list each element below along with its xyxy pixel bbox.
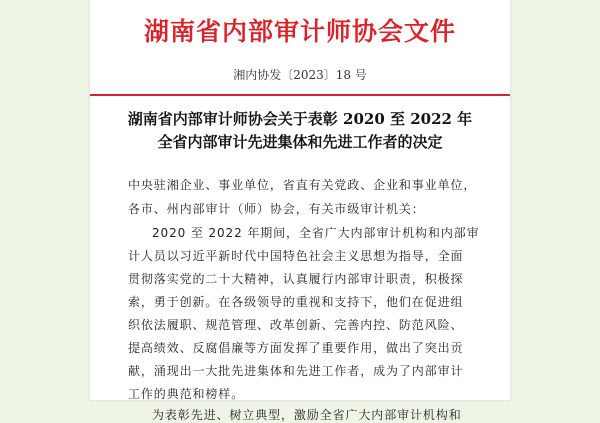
body-line: 献，涌现出一大批先进集体和先进工作者，成为了内部审计 bbox=[128, 364, 464, 378]
body-line: 工作的典范和榜样。 bbox=[128, 387, 245, 401]
body-line: 索，勇于创新。在各级领导的重视和支持下，他们在促进组 bbox=[128, 295, 464, 309]
document-number: 湘内协发〔2023〕18 号 bbox=[233, 68, 367, 82]
document-title-line-2: 全省内部审计先进集体和先进工作者的决定 bbox=[157, 133, 443, 151]
body-line: 贯彻落实党的二十大精神，认真履行内部审计职责，积极探 bbox=[128, 272, 464, 286]
body-line: 计人员以习近平新时代中国特色社会主义思想为指导，全面 bbox=[128, 249, 464, 263]
body-line: 为表彰先进、树立典型，激励全省广大内部审计机构和 bbox=[152, 408, 462, 422]
document-title-line-1: 湖南省内部审计师协会关于表彰 2020 至 2022 年 bbox=[127, 110, 473, 128]
body-line: 织依法履职、规范管理、改革创新、完善内控、防范风险、 bbox=[128, 318, 464, 332]
document-header: 湖南省内部审计师协会文件 bbox=[143, 17, 456, 46]
body-line: 提高绩效、反腐倡廉等方面发挥了重要作用，做出了突出贡 bbox=[128, 341, 464, 355]
body-line: 2020 至 2022 年期间，全省广大内部审计机构和内部审 bbox=[152, 226, 480, 240]
body-line: 中央驻湘企业、事业单位，省直有关党政、企业和事业单位， bbox=[128, 178, 477, 192]
body-line: 各市、州内部审计（师）协会，有关市级审计机关： bbox=[128, 202, 425, 216]
header-divider bbox=[90, 94, 510, 96]
document-page bbox=[90, 0, 510, 422]
